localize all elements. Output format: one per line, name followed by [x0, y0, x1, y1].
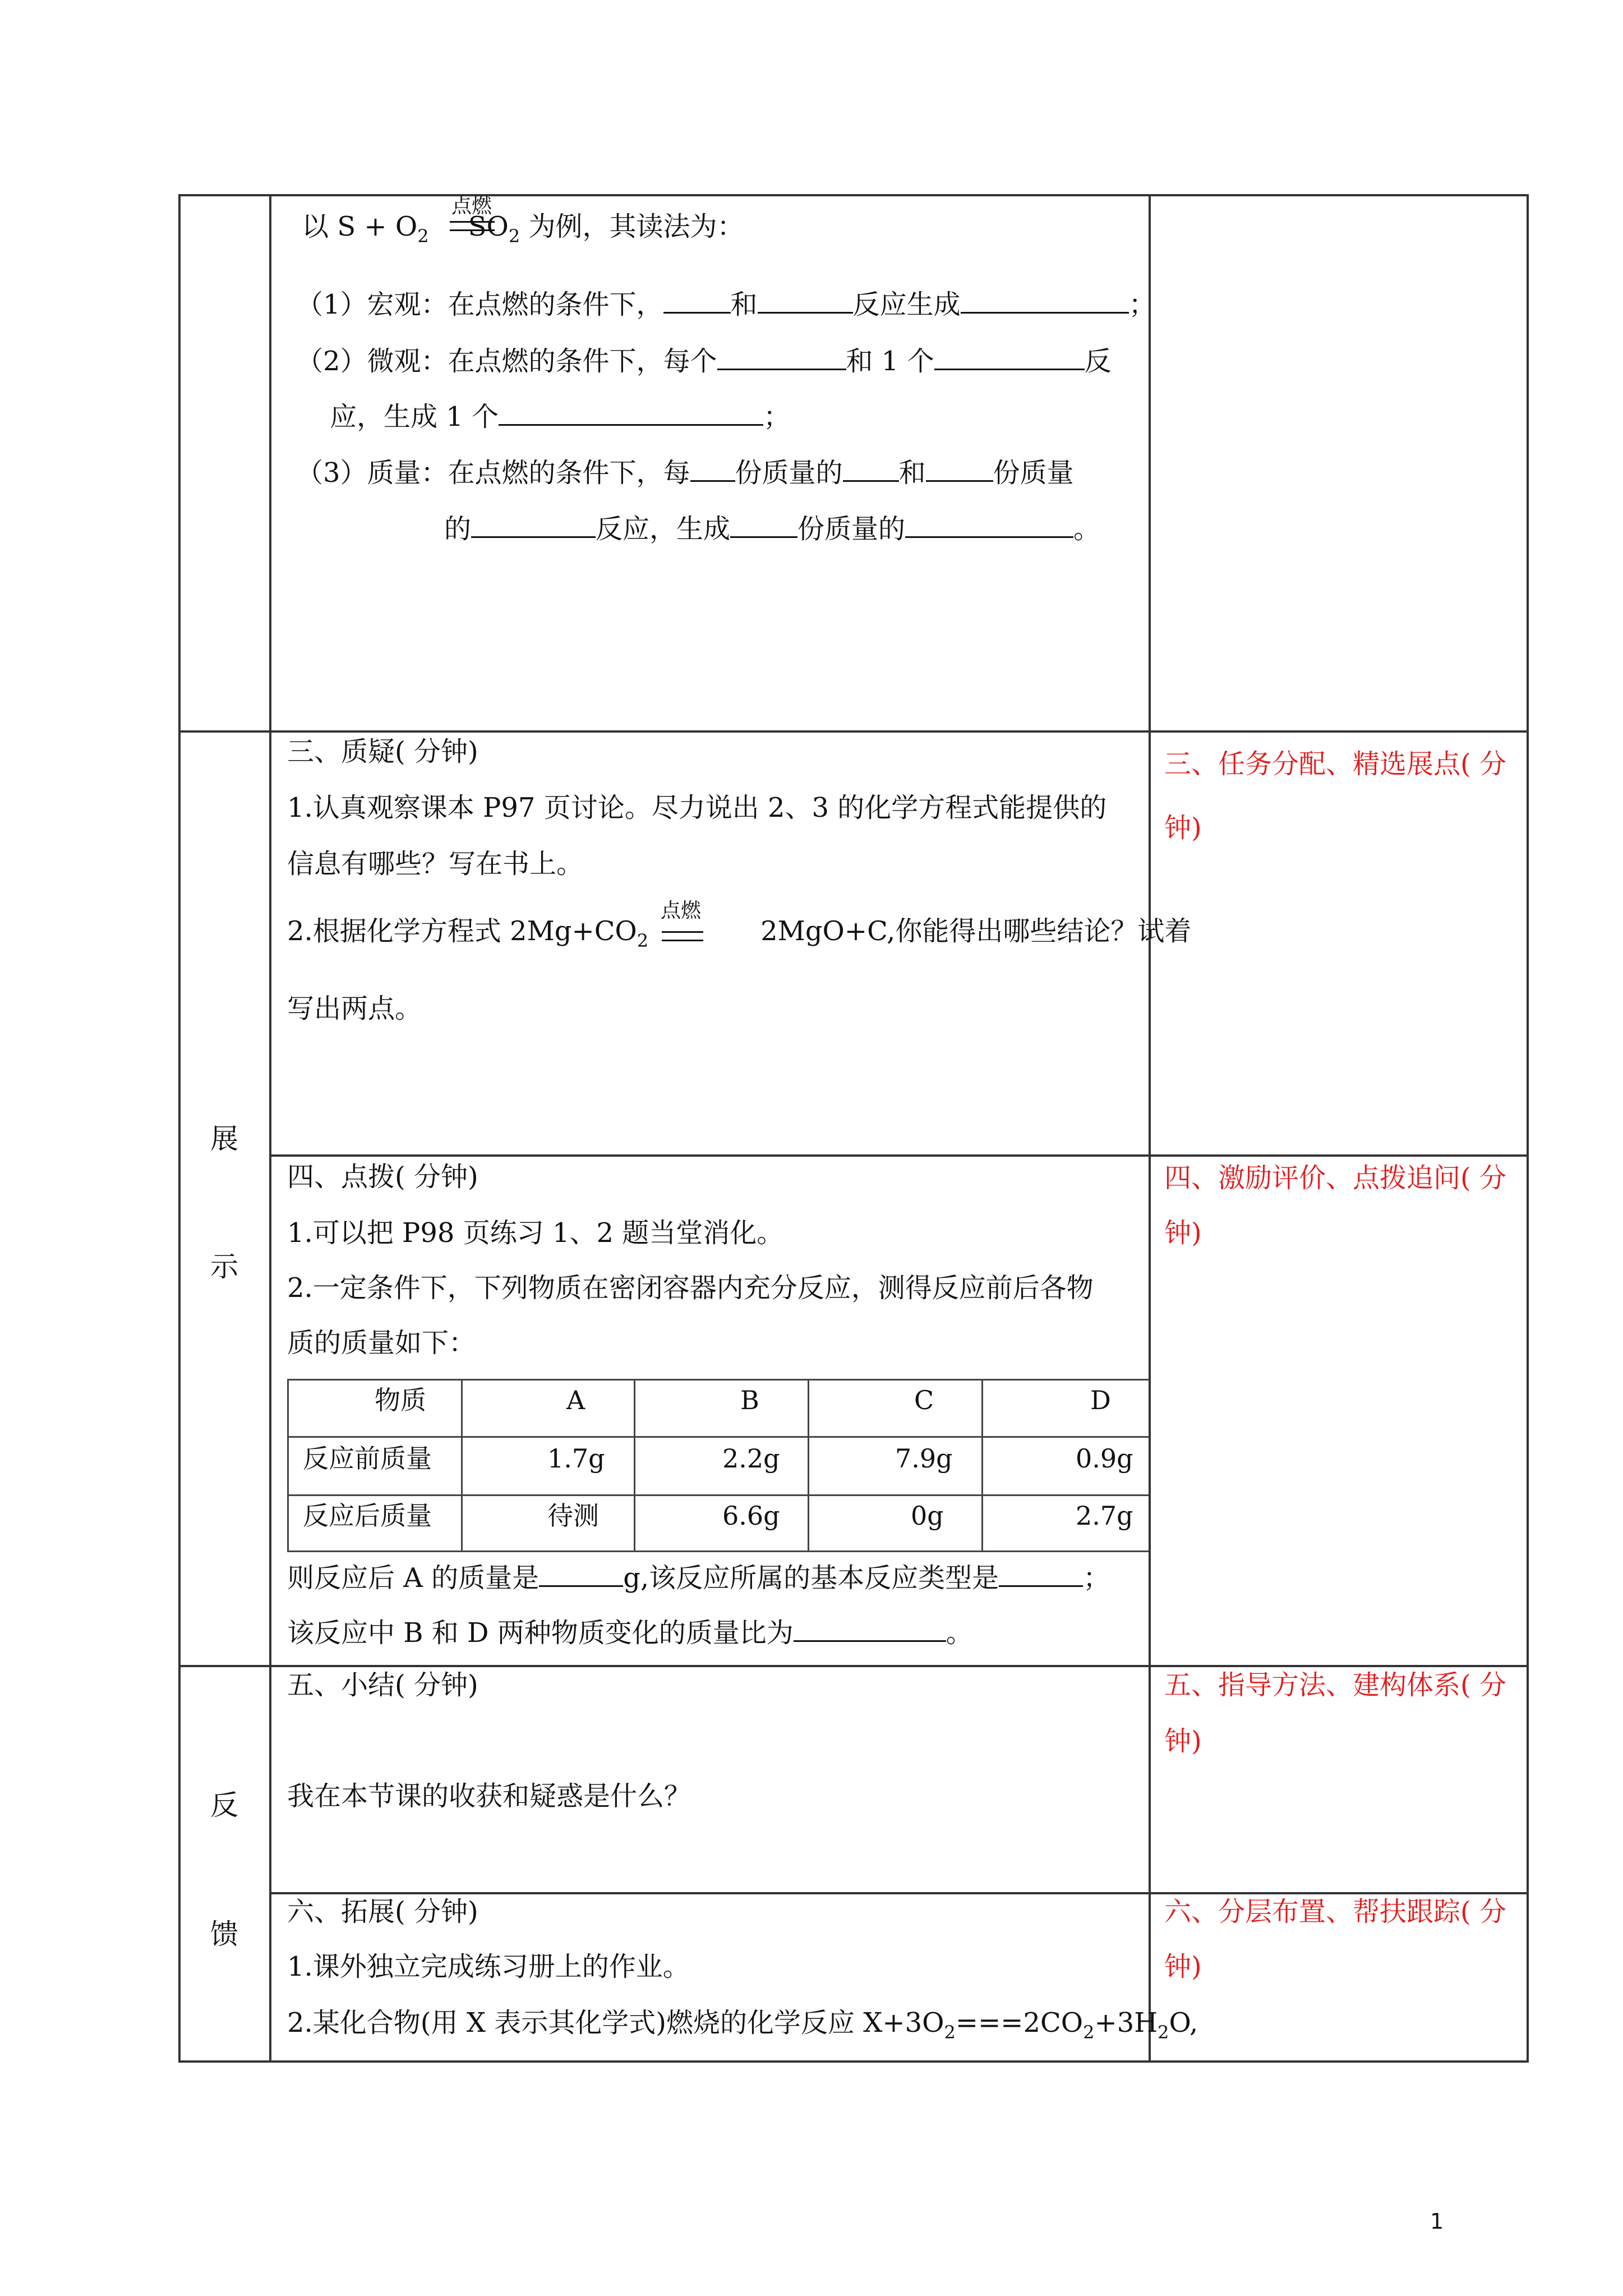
mass-reading-line: （3）质量：在点燃的条件下，每 份质量的 和 份质量 — [296, 453, 1074, 491]
side-label-zhan: 展 — [210, 1122, 238, 1155]
inner-table-border-bottom — [287, 1550, 1149, 1552]
table-cell: 2.2g — [722, 1443, 780, 1474]
table-cell: 0.9g — [1076, 1443, 1133, 1474]
inner-table-border-top — [287, 1379, 1149, 1381]
table-cell: 6.6g — [722, 1501, 780, 1531]
table-cell: 待测 — [547, 1501, 599, 1531]
blank[interactable] — [843, 453, 899, 482]
section6-item1: 1.课外独立完成练习册上的作业。 — [287, 1951, 690, 1982]
table-header-cell: A — [566, 1385, 585, 1415]
section5-question: 我在本节课的收获和疑惑是什么？ — [287, 1780, 691, 1812]
section3-item2-line1: 2.根据化学方程式 $2Mg+CO_2$ 2MgO+C,你能得出哪些结论？试着 — [287, 915, 1192, 951]
inner-table-col-line-4 — [981, 1379, 983, 1552]
section5-note-line2: 钟) — [1164, 1726, 1202, 1757]
table-row-label: 反应前质量 — [303, 1443, 432, 1474]
section3-note-line2: 钟) — [1164, 812, 1202, 844]
row-divider-2 — [269, 1154, 1529, 1157]
blank[interactable] — [794, 1613, 946, 1642]
micro-reading-line: （2）微观：在点燃的条件下，每个 和 1 个 反 — [296, 342, 1112, 379]
row-divider-1 — [178, 730, 1529, 733]
reaction-equals-sign — [450, 221, 495, 231]
table-border-left — [178, 194, 181, 2063]
table-header-cell: D — [1090, 1385, 1111, 1415]
section3-condition-label: 点燃 — [661, 899, 702, 922]
section4-heading: 四、点拨( 分钟) — [287, 1161, 478, 1193]
section4-item1: 1.可以把 P98 页练习 1、2 题当堂消化。 — [287, 1217, 784, 1249]
blank[interactable] — [690, 453, 735, 482]
section3-item1-line2: 信息有哪些？写在书上。 — [287, 848, 584, 880]
blank[interactable] — [539, 1558, 623, 1587]
column-divider-2 — [1149, 194, 1151, 2063]
blank[interactable] — [471, 509, 596, 538]
blank[interactable] — [905, 509, 1073, 538]
inner-table-row-line-1 — [287, 1436, 1149, 1438]
blank[interactable] — [717, 342, 846, 370]
table-header-cell: B — [740, 1385, 759, 1415]
blank[interactable] — [730, 509, 797, 538]
side-label-fan: 反 — [210, 1789, 238, 1821]
section3-note-line1: 三、任务分配、精选展点( 分 — [1164, 748, 1506, 780]
table-border-bottom — [178, 2060, 1529, 2063]
section5-heading: 五、小结( 分钟) — [287, 1669, 478, 1701]
section5-note-line1: 五、指导方法、建构体系( 分 — [1164, 1669, 1506, 1701]
table-border-top — [178, 194, 1529, 196]
intro-line: 以 $S + O_2$ $SO_2$ 为例，其读法为： — [302, 211, 744, 247]
table-header-cell: C — [914, 1385, 934, 1415]
table-border-right — [1527, 194, 1529, 2063]
inner-table-col-line-1 — [461, 1379, 463, 1552]
section4-note-line1: 四、激励评价、点拨追问( 分 — [1164, 1162, 1506, 1194]
blank[interactable] — [934, 342, 1085, 370]
blank[interactable] — [663, 285, 731, 314]
section4-item2-line1: 2.一定条件下，下列物质在密闭容器内充分反应，测得反应前后各物 — [287, 1272, 1094, 1304]
macro-reading-line: （1）宏观：在点燃的条件下， 和 反应生成 ； — [296, 285, 1156, 323]
section6-item2: 2.某化合物(用 X 表示其化学式)燃烧的化学反应 $X+3O_2===2CO_2+3H_2O$, — [287, 2007, 1198, 2043]
section3-heading: 三、质疑( 分钟) — [287, 736, 478, 767]
table-cell: 1.7g — [547, 1443, 605, 1474]
side-label-kui: 馈 — [210, 1918, 238, 1950]
section4-question-line2: 该反应中 B 和 D 两种物质变化的质量比为 。 — [287, 1613, 973, 1651]
section4-question-line1: 则反应后 A 的质量是 g,该反应所属的基本反应类型是 ； — [287, 1558, 1110, 1596]
blank[interactable] — [926, 453, 993, 482]
column-divider-1 — [269, 194, 271, 2063]
mass-reading-line-2: 的 反应，生成 份质量的 。 — [444, 509, 1100, 547]
inner-table-border-left — [287, 1379, 289, 1552]
side-label-shi: 示 — [210, 1250, 238, 1283]
table-row-label: 反应后质量 — [303, 1501, 432, 1531]
page-number: 1 — [1430, 2209, 1444, 2234]
blank[interactable] — [499, 397, 763, 426]
section3-item2-line2: 写出两点。 — [287, 993, 422, 1024]
section6-note-line1: 六、分层布置、帮扶跟踪( 分 — [1164, 1896, 1506, 1927]
inner-table-col-line-3 — [808, 1379, 809, 1552]
reaction-condition-label: 点燃 — [451, 195, 492, 218]
inner-table-row-line-2 — [287, 1494, 1149, 1496]
section4-item2-line2: 质的质量如下： — [287, 1327, 476, 1359]
table-header-cell: 物质 — [375, 1385, 426, 1415]
section3-item1-line1: 1.认真观察课本 P97 页讨论。尽力说出 2、3 的化学方程式能提供的 — [287, 792, 1107, 823]
inner-table-col-line-2 — [634, 1379, 635, 1552]
blank[interactable] — [961, 285, 1129, 314]
section3-equals-sign — [662, 931, 703, 941]
table-cell: 7.9g — [895, 1443, 953, 1474]
section6-note-line2: 钟) — [1164, 1951, 1202, 1982]
micro-reading-line-2: 应，生成 1 个 ； — [330, 397, 790, 435]
section6-heading: 六、拓展( 分钟) — [287, 1896, 478, 1927]
blank[interactable] — [758, 285, 853, 314]
section4-note-line2: 钟) — [1164, 1217, 1202, 1249]
blank[interactable] — [999, 1558, 1083, 1587]
table-cell: 0g — [911, 1501, 944, 1531]
table-cell: 2.7g — [1076, 1501, 1133, 1531]
